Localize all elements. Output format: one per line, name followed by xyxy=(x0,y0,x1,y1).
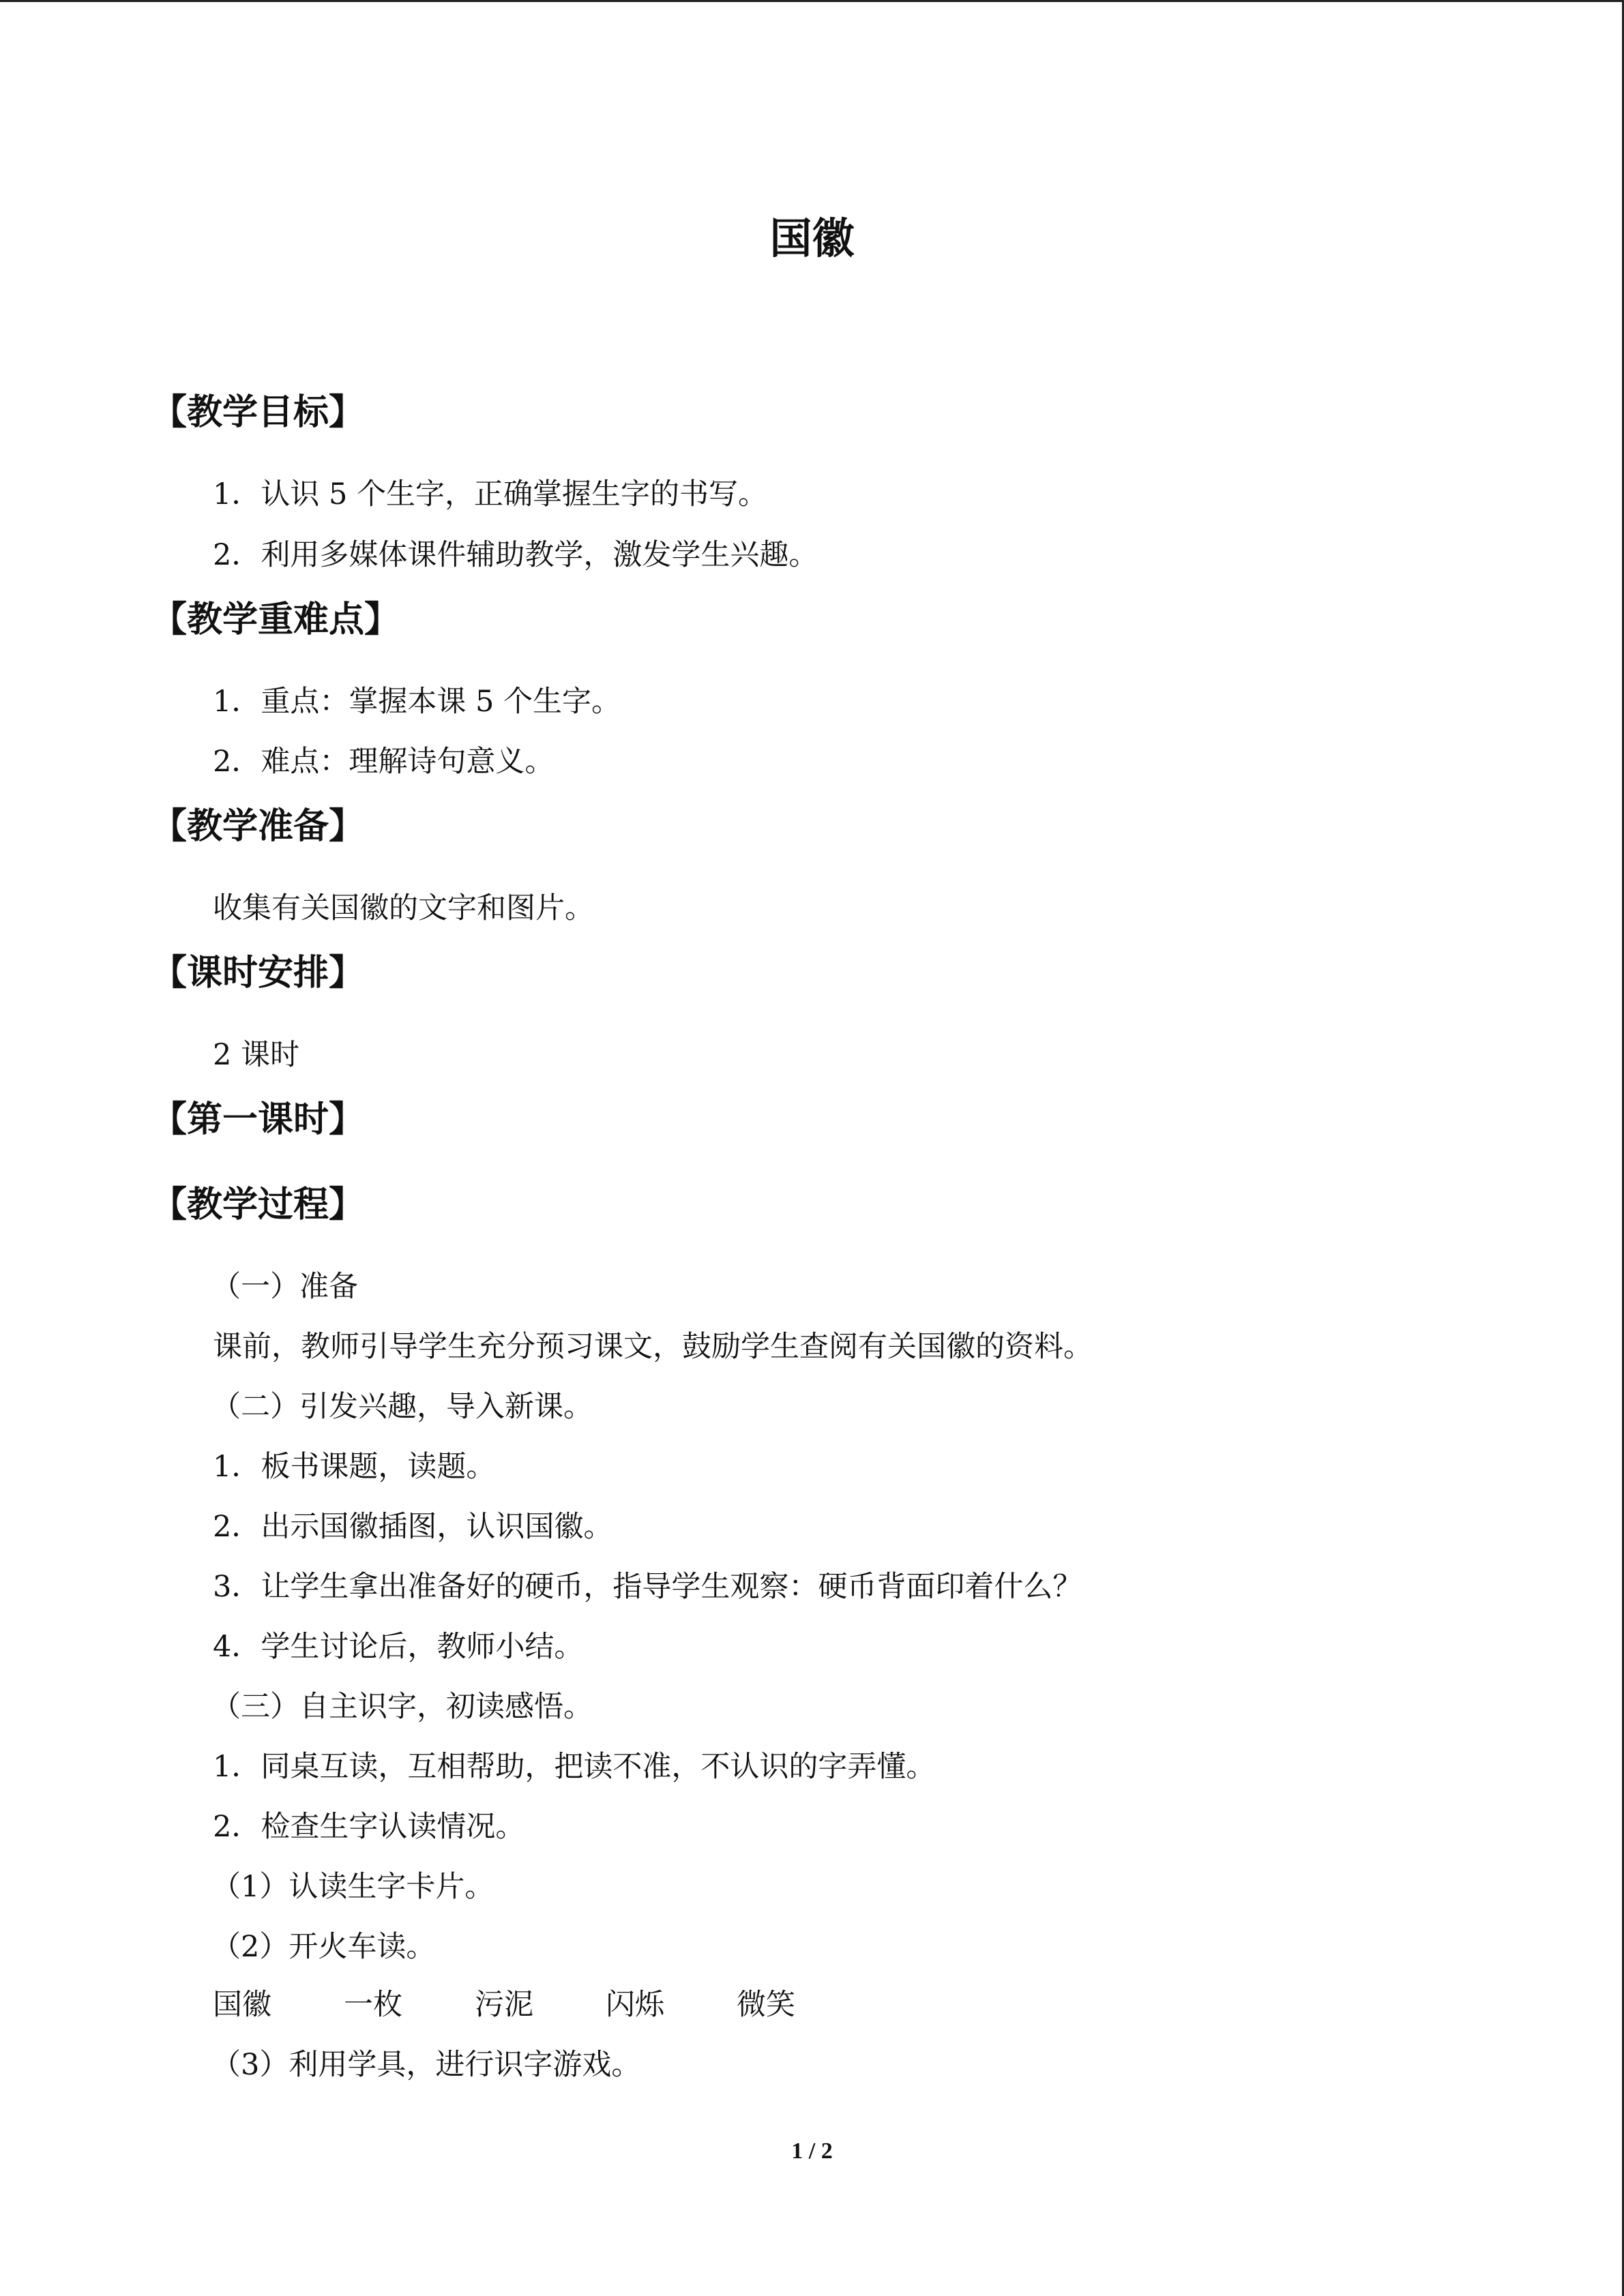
process-item-13: （3）利用学具，进行识字游戏。 xyxy=(211,2048,641,2082)
vocabulary-word: 国徽 xyxy=(213,1988,271,2022)
process-item-7: 4．学生讨论后，教师小结。 xyxy=(213,1630,584,1664)
schedule-item-1: 2 课时 xyxy=(213,1038,300,1072)
goal-item-1: 1．认识 5 个生字，正确掌握生字的书写。 xyxy=(213,477,768,511)
process-item-5: 2．出示国徽插图，认识国徽。 xyxy=(213,1510,613,1544)
process-item-4: 1．板书课题，读题。 xyxy=(213,1450,496,1484)
process-item-3: （二）引发兴趣，导入新课。 xyxy=(211,1390,593,1424)
vocabulary-word: 一枚 xyxy=(344,1988,402,2022)
key-point-item-1: 1．重点：掌握本课 5 个生字。 xyxy=(213,685,621,719)
process-item-11: （1）认读生字卡片。 xyxy=(211,1870,494,1904)
preparation-item-1: 收集有关国徽的文字和图片。 xyxy=(213,891,594,925)
vocabulary-word-row xyxy=(213,1981,868,2029)
process-item-10: 2．检查生字认读情况。 xyxy=(213,1810,525,1844)
page-number: 1 / 2 xyxy=(791,2138,833,2164)
process-item-8: （三）自主识字，初读感悟。 xyxy=(211,1690,593,1724)
goal-item-2: 2．利用多媒体课件辅助教学，激发学生兴趣。 xyxy=(213,538,818,572)
process-item-1: （一）准备 xyxy=(211,1270,358,1304)
page-top-border xyxy=(0,0,1624,2)
process-item-6: 3．让学生拿出准备好的硬币，指导学生观察：硬币背面印着什么？ xyxy=(213,1570,1082,1604)
vocabulary-word: 微笑 xyxy=(737,1988,795,2022)
process-item-9: 1．同桌互读，互相帮助，把读不准，不认识的字弄懂。 xyxy=(213,1750,936,1784)
vocabulary-word: 污泥 xyxy=(475,1988,533,2022)
key-point-item-2: 2．难点：理解诗句意义。 xyxy=(213,745,555,779)
document-title: 国徽 xyxy=(769,213,855,263)
heading-preparation: 【教学准备】 xyxy=(151,806,365,847)
heading-teaching-process: 【教学过程】 xyxy=(151,1184,365,1225)
heading-schedule: 【课时安排】 xyxy=(151,953,365,994)
heading-key-points: 【教学重难点】 xyxy=(151,599,400,640)
process-item-12: （2）开火车读。 xyxy=(211,1930,436,1964)
vocabulary-word: 闪烁 xyxy=(606,1988,664,2022)
heading-first-lesson: 【第一课时】 xyxy=(151,1099,365,1140)
process-item-2: 课前，教师引导学生充分预习课文，鼓励学生查阅有关国徽的资料。 xyxy=(213,1330,1093,1364)
heading-teaching-goals: 【教学目标】 xyxy=(151,392,365,433)
